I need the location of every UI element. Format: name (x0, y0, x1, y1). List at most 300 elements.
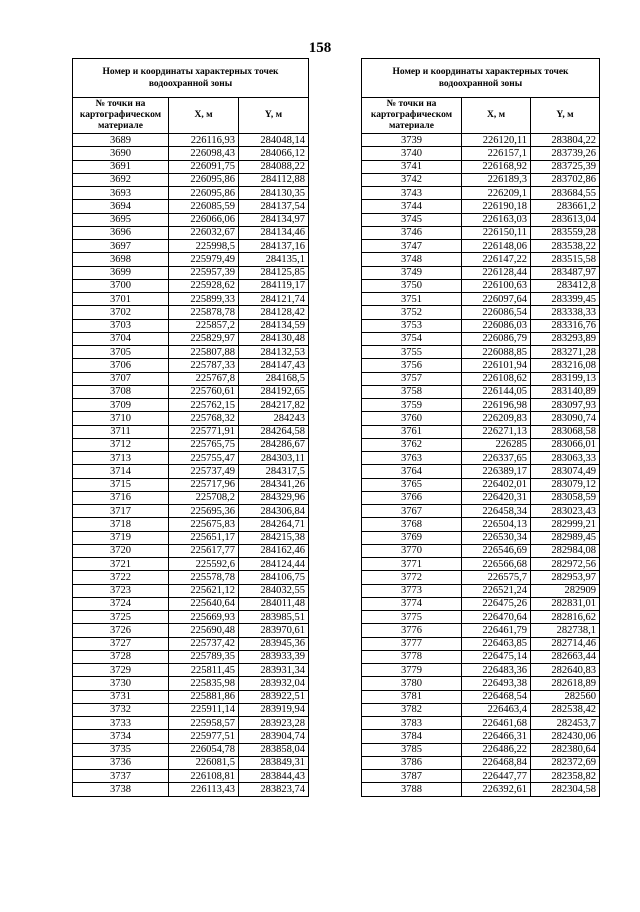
y-coordinate-cell: 284135,1 (239, 253, 309, 266)
y-coordinate-cell: 283199,13 (531, 372, 600, 385)
y-coordinate-cell: 283858,04 (239, 743, 309, 756)
x-coordinate-cell: 225737,49 (169, 465, 239, 478)
point-number-cell: 3738 (73, 783, 169, 796)
table-row (73, 147, 309, 160)
x-coordinate-cell: 226483,36 (462, 664, 531, 677)
y-coordinate-cell: 284011,48 (239, 597, 309, 610)
point-number-cell: 3756 (362, 359, 462, 372)
y-coordinate-cell: 282538,42 (531, 703, 600, 716)
point-number-cell: 3694 (73, 200, 169, 213)
x-coordinate-cell: 226389,17 (462, 465, 531, 478)
point-number-cell: 3739 (362, 134, 462, 147)
y-coordinate-cell: 284121,74 (239, 293, 309, 306)
y-coordinate-cell: 282738,1 (531, 624, 600, 637)
y-coordinate-cell: 283216,08 (531, 359, 600, 372)
table-row (73, 173, 309, 186)
table-row (73, 531, 309, 544)
point-number-cell: 3754 (362, 332, 462, 345)
point-number-cell: 3704 (73, 332, 169, 345)
y-coordinate-cell: 282358,82 (531, 770, 600, 783)
point-number-cell: 3697 (73, 240, 169, 253)
x-coordinate-cell: 226148,06 (462, 240, 531, 253)
y-coordinate-cell: 283140,89 (531, 385, 600, 398)
point-number-cell: 3693 (73, 187, 169, 200)
x-coordinate-cell: 226468,84 (462, 756, 531, 769)
point-number-cell: 3773 (362, 584, 462, 597)
x-coordinate-cell: 226209,1 (462, 187, 531, 200)
table-row (362, 730, 600, 743)
table-row (362, 783, 600, 796)
table-row (73, 518, 309, 531)
y-coordinate-cell: 283919,94 (239, 703, 309, 716)
point-number-cell: 3745 (362, 213, 462, 226)
table-row (362, 226, 600, 239)
y-coordinate-cell: 283933,39 (239, 650, 309, 663)
x-coordinate-cell: 225640,64 (169, 597, 239, 610)
x-coordinate-cell: 226032,67 (169, 226, 239, 239)
x-coordinate-cell: 225957,39 (169, 266, 239, 279)
point-number-cell: 3776 (362, 624, 462, 637)
table-row (73, 385, 309, 398)
y-coordinate-cell: 283904,74 (239, 730, 309, 743)
x-coordinate-cell: 225592,6 (169, 558, 239, 571)
point-number-cell: 3700 (73, 279, 169, 292)
y-coordinate-cell: 283702,86 (531, 173, 600, 186)
table-row (73, 730, 309, 743)
table-row (73, 743, 309, 756)
table-row (73, 465, 309, 478)
point-number-cell: 3787 (362, 770, 462, 783)
point-number-cell: 3733 (73, 717, 169, 730)
x-coordinate-cell: 225651,17 (169, 531, 239, 544)
x-coordinate-cell: 226475,26 (462, 597, 531, 610)
x-coordinate-cell: 226088,85 (462, 346, 531, 359)
table-row (362, 505, 600, 518)
y-coordinate-cell: 283023,43 (531, 505, 600, 518)
y-coordinate-cell: 284217,82 (239, 399, 309, 412)
y-coordinate-cell: 283945,36 (239, 637, 309, 650)
point-number-cell: 3703 (73, 319, 169, 332)
y-coordinate-cell: 283970,61 (239, 624, 309, 637)
y-coordinate-cell: 284128,42 (239, 306, 309, 319)
y-coordinate-cell: 282816,62 (531, 611, 600, 624)
x-coordinate-cell: 226108,62 (462, 372, 531, 385)
y-coordinate-cell: 284119,17 (239, 279, 309, 292)
x-coordinate-cell: 226101,94 (462, 359, 531, 372)
y-coordinate-cell: 284106,75 (239, 571, 309, 584)
x-coordinate-cell: 226144,05 (462, 385, 531, 398)
table-row (362, 465, 600, 478)
x-coordinate-cell: 225829,97 (169, 332, 239, 345)
y-coordinate-cell: 283725,39 (531, 160, 600, 173)
y-coordinate-cell: 283316,76 (531, 319, 600, 332)
table-row (73, 558, 309, 571)
y-coordinate-cell: 284162,46 (239, 544, 309, 557)
x-coordinate-cell: 225811,45 (169, 664, 239, 677)
x-coordinate-cell: 226458,34 (462, 505, 531, 518)
x-coordinate-cell: 226163,03 (462, 213, 531, 226)
table-row (362, 518, 600, 531)
x-coordinate-cell: 226108,81 (169, 770, 239, 783)
page-number: 158 (308, 40, 332, 56)
table-row (362, 677, 600, 690)
table-row (73, 253, 309, 266)
point-number-cell: 3725 (73, 611, 169, 624)
point-number-cell: 3753 (362, 319, 462, 332)
column-header-x: X, м (462, 98, 531, 134)
x-coordinate-cell: 226337,65 (462, 452, 531, 465)
x-coordinate-cell: 225807,88 (169, 346, 239, 359)
y-coordinate-cell: 282372,69 (531, 756, 600, 769)
table-row (73, 677, 309, 690)
point-number-cell: 3788 (362, 783, 462, 796)
x-coordinate-cell: 225675,83 (169, 518, 239, 531)
x-coordinate-cell: 226468,54 (462, 690, 531, 703)
table-row (73, 584, 309, 597)
y-coordinate-cell: 283074,49 (531, 465, 600, 478)
y-coordinate-cell: 283844,43 (239, 770, 309, 783)
point-number-cell: 3761 (362, 425, 462, 438)
x-coordinate-cell: 226157,1 (462, 147, 531, 160)
y-coordinate-cell: 283338,33 (531, 306, 600, 319)
point-number-cell: 3749 (362, 266, 462, 279)
y-coordinate-cell: 282640,83 (531, 664, 600, 677)
y-coordinate-cell: 283097,93 (531, 399, 600, 412)
point-number-cell: 3755 (362, 346, 462, 359)
table-row (73, 293, 309, 306)
table-row (73, 240, 309, 253)
table-row (362, 346, 600, 359)
y-coordinate-cell: 283271,28 (531, 346, 600, 359)
table-row (73, 359, 309, 372)
x-coordinate-cell: 225857,2 (169, 319, 239, 332)
x-coordinate-cell: 225621,12 (169, 584, 239, 597)
table-row (73, 717, 309, 730)
y-coordinate-cell: 283985,51 (239, 611, 309, 624)
table-row (362, 597, 600, 610)
table-row (362, 160, 600, 173)
y-coordinate-cell: 284130,35 (239, 187, 309, 200)
point-number-cell: 3723 (73, 584, 169, 597)
y-coordinate-cell: 283058,59 (531, 491, 600, 504)
point-number-cell: 3740 (362, 147, 462, 160)
y-coordinate-cell: 284243 (239, 412, 309, 425)
y-coordinate-cell: 282972,56 (531, 558, 600, 571)
y-coordinate-cell: 284306,84 (239, 505, 309, 518)
y-coordinate-cell: 283613,04 (531, 213, 600, 226)
x-coordinate-cell: 225789,35 (169, 650, 239, 663)
x-coordinate-cell: 225979,49 (169, 253, 239, 266)
table-row (362, 478, 600, 491)
point-number-cell: 3771 (362, 558, 462, 571)
y-coordinate-cell: 284329,96 (239, 491, 309, 504)
table-row (362, 743, 600, 756)
y-coordinate-cell: 284134,59 (239, 319, 309, 332)
x-coordinate-cell: 226147,22 (462, 253, 531, 266)
point-number-cell: 3742 (362, 173, 462, 186)
point-number-cell: 3734 (73, 730, 169, 743)
table-row (362, 187, 600, 200)
column-header-point: № точки на картографическом материале (73, 98, 169, 134)
table-row (73, 690, 309, 703)
table-row (73, 544, 309, 557)
x-coordinate-cell: 226402,01 (462, 478, 531, 491)
point-number-cell: 3737 (73, 770, 169, 783)
table-row (362, 200, 600, 213)
table-body-right (362, 134, 600, 797)
y-coordinate-cell: 284215,38 (239, 531, 309, 544)
x-coordinate-cell: 226447,77 (462, 770, 531, 783)
y-coordinate-cell: 284264,71 (239, 518, 309, 531)
column-header-x: X, м (169, 98, 239, 134)
y-coordinate-cell: 284134,97 (239, 213, 309, 226)
x-coordinate-cell: 226086,79 (462, 332, 531, 345)
y-coordinate-cell: 284317,5 (239, 465, 309, 478)
y-coordinate-cell: 283068,58 (531, 425, 600, 438)
table-row (73, 372, 309, 385)
y-coordinate-cell: 282909 (531, 584, 600, 597)
x-coordinate-cell: 225762,15 (169, 399, 239, 412)
point-number-cell: 3728 (73, 650, 169, 663)
table-row (362, 650, 600, 663)
x-coordinate-cell: 225717,96 (169, 478, 239, 491)
y-coordinate-cell: 284130,48 (239, 332, 309, 345)
table-row (362, 213, 600, 226)
point-number-cell: 3759 (362, 399, 462, 412)
table-row (362, 412, 600, 425)
x-coordinate-cell: 226091,75 (169, 160, 239, 173)
point-number-cell: 3709 (73, 399, 169, 412)
point-number-cell: 3690 (73, 147, 169, 160)
column-header-y: Y, м (239, 98, 309, 134)
table-row (73, 505, 309, 518)
table-row (362, 756, 600, 769)
point-number-cell: 3735 (73, 743, 169, 756)
x-coordinate-cell: 225765,75 (169, 438, 239, 451)
y-coordinate-cell: 284147,43 (239, 359, 309, 372)
table-row (73, 783, 309, 796)
x-coordinate-cell: 225755,47 (169, 452, 239, 465)
point-number-cell: 3710 (73, 412, 169, 425)
coordinates-table-left (72, 58, 309, 797)
x-coordinate-cell: 226097,64 (462, 293, 531, 306)
point-number-cell: 3747 (362, 240, 462, 253)
table-row (362, 425, 600, 438)
x-coordinate-cell: 226271,13 (462, 425, 531, 438)
y-coordinate-cell: 283063,33 (531, 452, 600, 465)
point-number-cell: 3758 (362, 385, 462, 398)
y-coordinate-cell: 283487,97 (531, 266, 600, 279)
table-row (73, 200, 309, 213)
x-coordinate-cell: 226466,31 (462, 730, 531, 743)
y-coordinate-cell: 282714,46 (531, 637, 600, 650)
point-number-cell: 3782 (362, 703, 462, 716)
x-coordinate-cell: 225771,91 (169, 425, 239, 438)
point-number-cell: 3774 (362, 597, 462, 610)
table-row (362, 385, 600, 398)
y-coordinate-cell: 284137,54 (239, 200, 309, 213)
x-coordinate-cell: 226095,86 (169, 173, 239, 186)
table-row (73, 160, 309, 173)
y-coordinate-cell: 283661,2 (531, 200, 600, 213)
y-coordinate-cell: 283932,04 (239, 677, 309, 690)
table-row (362, 690, 600, 703)
point-number-cell: 3689 (73, 134, 169, 147)
x-coordinate-cell: 226086,03 (462, 319, 531, 332)
y-coordinate-cell: 283293,89 (531, 332, 600, 345)
table-row (73, 664, 309, 677)
y-coordinate-cell: 284134,46 (239, 226, 309, 239)
point-number-cell: 3762 (362, 438, 462, 451)
table-row (362, 240, 600, 253)
x-coordinate-cell: 226100,63 (462, 279, 531, 292)
table-row (362, 279, 600, 292)
point-number-cell: 3783 (362, 717, 462, 730)
x-coordinate-cell: 226086,54 (462, 306, 531, 319)
y-coordinate-cell: 284303,11 (239, 452, 309, 465)
y-coordinate-cell: 283412,8 (531, 279, 600, 292)
y-coordinate-cell: 284168,5 (239, 372, 309, 385)
x-coordinate-cell: 225878,78 (169, 306, 239, 319)
y-coordinate-cell: 283559,28 (531, 226, 600, 239)
x-coordinate-cell: 225911,14 (169, 703, 239, 716)
column-header-point: № точки на картографическом материале (362, 98, 462, 134)
table-row (362, 372, 600, 385)
y-coordinate-cell: 282560 (531, 690, 600, 703)
x-coordinate-cell: 226475,14 (462, 650, 531, 663)
y-coordinate-cell: 282953,97 (531, 571, 600, 584)
x-coordinate-cell: 226098,43 (169, 147, 239, 160)
x-coordinate-cell: 226150,11 (462, 226, 531, 239)
point-number-cell: 3719 (73, 531, 169, 544)
y-coordinate-cell: 283079,12 (531, 478, 600, 491)
x-coordinate-cell: 225928,62 (169, 279, 239, 292)
point-number-cell: 3716 (73, 491, 169, 504)
table-row (73, 425, 309, 438)
x-coordinate-cell: 226546,69 (462, 544, 531, 557)
point-number-cell: 3736 (73, 756, 169, 769)
y-coordinate-cell: 282663,44 (531, 650, 600, 663)
x-coordinate-cell: 226054,78 (169, 743, 239, 756)
point-number-cell: 3718 (73, 518, 169, 531)
x-coordinate-cell: 226285 (462, 438, 531, 451)
y-coordinate-cell: 283849,31 (239, 756, 309, 769)
point-number-cell: 3757 (362, 372, 462, 385)
point-number-cell: 3744 (362, 200, 462, 213)
table-row (73, 213, 309, 226)
point-number-cell: 3770 (362, 544, 462, 557)
y-coordinate-cell: 282984,08 (531, 544, 600, 557)
table-row (362, 319, 600, 332)
point-number-cell: 3712 (73, 438, 169, 451)
point-number-cell: 3695 (73, 213, 169, 226)
x-coordinate-cell: 225578,78 (169, 571, 239, 584)
table-row (362, 531, 600, 544)
y-coordinate-cell: 284286,67 (239, 438, 309, 451)
point-number-cell: 3778 (362, 650, 462, 663)
y-coordinate-cell: 283538,22 (531, 240, 600, 253)
y-coordinate-cell: 283399,45 (531, 293, 600, 306)
point-number-cell: 3702 (73, 306, 169, 319)
x-coordinate-cell: 226190,18 (462, 200, 531, 213)
table-row (73, 650, 309, 663)
x-coordinate-cell: 226504,13 (462, 518, 531, 531)
y-coordinate-cell: 282999,21 (531, 518, 600, 531)
point-number-cell: 3768 (362, 518, 462, 531)
point-number-cell: 3721 (73, 558, 169, 571)
table-row (73, 399, 309, 412)
x-coordinate-cell: 225881,86 (169, 690, 239, 703)
point-number-cell: 3760 (362, 412, 462, 425)
table-row (362, 332, 600, 345)
table-row (73, 756, 309, 769)
x-coordinate-cell: 225787,33 (169, 359, 239, 372)
point-number-cell: 3701 (73, 293, 169, 306)
coordinates-table-right (361, 58, 600, 797)
point-number-cell: 3743 (362, 187, 462, 200)
table-row (362, 266, 600, 279)
x-coordinate-cell: 225767,8 (169, 372, 239, 385)
y-coordinate-cell: 283804,22 (531, 134, 600, 147)
y-coordinate-cell: 284125,85 (239, 266, 309, 279)
table-row (362, 558, 600, 571)
x-coordinate-cell: 225998,5 (169, 240, 239, 253)
y-coordinate-cell: 284066,12 (239, 147, 309, 160)
x-coordinate-cell: 226530,34 (462, 531, 531, 544)
point-number-cell: 3724 (73, 597, 169, 610)
table-row (362, 624, 600, 637)
column-header-y: Y, м (531, 98, 600, 134)
y-coordinate-cell: 284137,16 (239, 240, 309, 253)
x-coordinate-cell: 225690,48 (169, 624, 239, 637)
y-coordinate-cell: 282831,01 (531, 597, 600, 610)
x-coordinate-cell: 226113,43 (169, 783, 239, 796)
point-number-cell: 3772 (362, 571, 462, 584)
y-coordinate-cell: 283066,01 (531, 438, 600, 451)
x-coordinate-cell: 225737,42 (169, 637, 239, 650)
x-coordinate-cell: 225768,32 (169, 412, 239, 425)
table-row (73, 279, 309, 292)
point-number-cell: 3720 (73, 544, 169, 557)
y-coordinate-cell: 282380,64 (531, 743, 600, 756)
table-row (362, 399, 600, 412)
point-number-cell: 3741 (362, 160, 462, 173)
table-row (362, 293, 600, 306)
point-number-cell: 3705 (73, 346, 169, 359)
point-number-cell: 3766 (362, 491, 462, 504)
y-coordinate-cell: 284264,58 (239, 425, 309, 438)
point-number-cell: 3722 (73, 571, 169, 584)
table-row (73, 611, 309, 624)
point-number-cell: 3769 (362, 531, 462, 544)
table-row (73, 703, 309, 716)
point-number-cell: 3707 (73, 372, 169, 385)
x-coordinate-cell: 226575,7 (462, 571, 531, 584)
y-coordinate-cell: 283922,51 (239, 690, 309, 703)
table-row (362, 664, 600, 677)
y-coordinate-cell: 282430,06 (531, 730, 600, 743)
point-number-cell: 3763 (362, 452, 462, 465)
y-coordinate-cell: 282989,45 (531, 531, 600, 544)
table-row (362, 717, 600, 730)
table-row (73, 770, 309, 783)
x-coordinate-cell: 226189,3 (462, 173, 531, 186)
x-coordinate-cell: 226116,93 (169, 134, 239, 147)
point-number-cell: 3786 (362, 756, 462, 769)
y-coordinate-cell: 284088,22 (239, 160, 309, 173)
point-number-cell: 3777 (362, 637, 462, 650)
point-number-cell: 3751 (362, 293, 462, 306)
